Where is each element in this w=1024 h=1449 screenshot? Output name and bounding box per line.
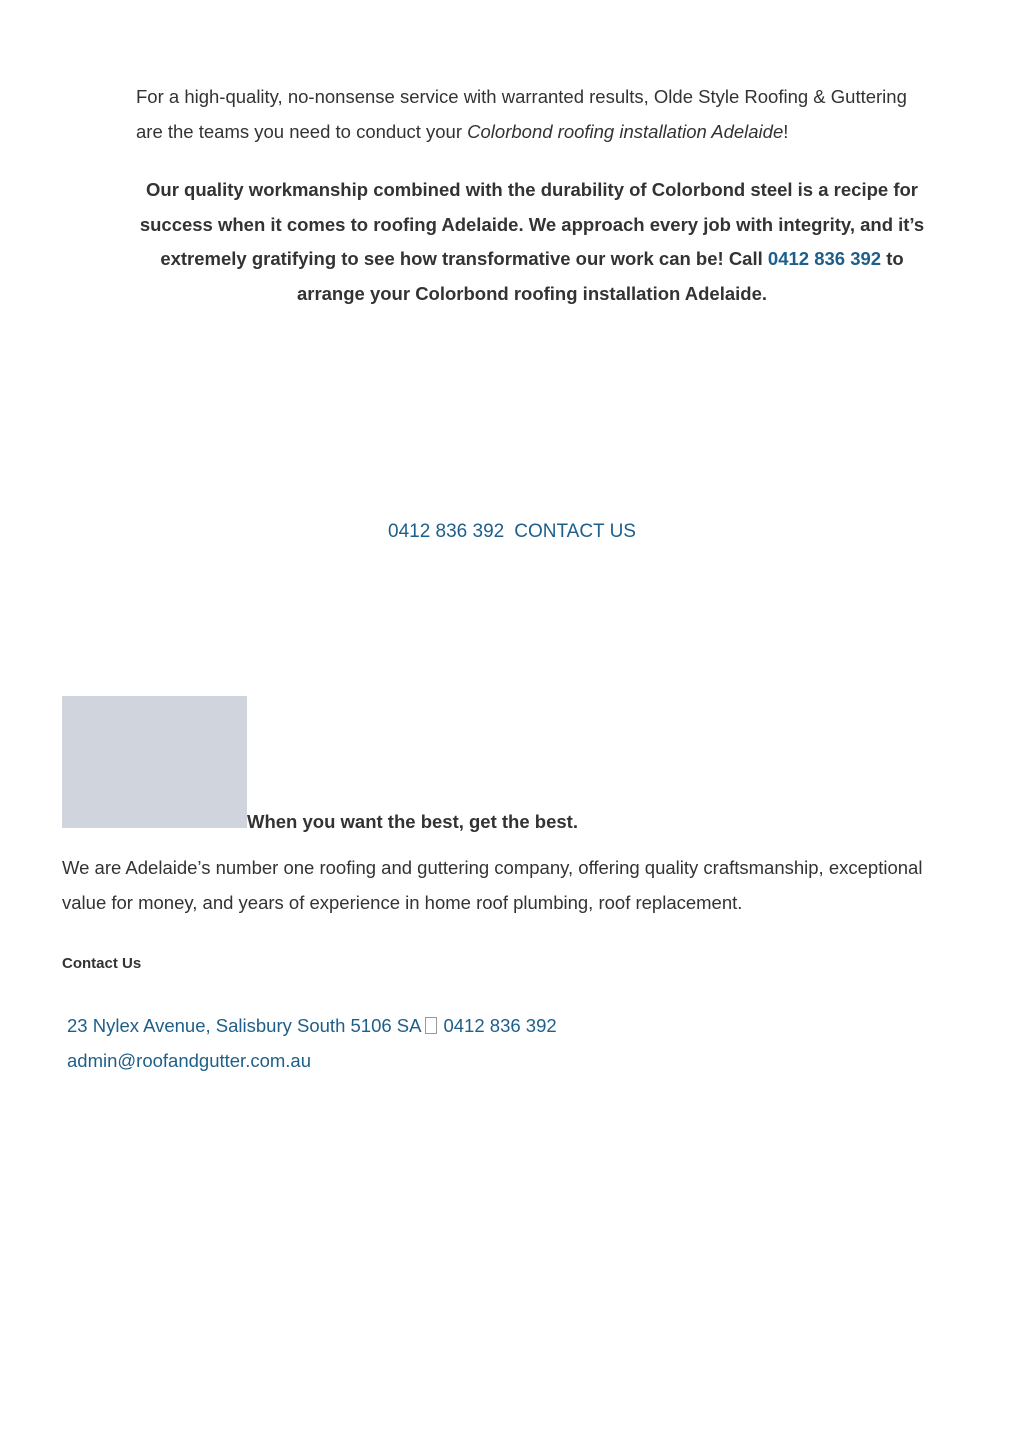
workmanship-paragraph	[136, 173, 928, 311]
intro-emphasis: Colorbond roofing installation Adelaide	[467, 120, 784, 142]
contact-phone-link[interactable]: 0412 836 392	[443, 1015, 557, 1036]
cta-phone-link[interactable]: 0412 836 392	[388, 521, 505, 542]
intro-text-end: !	[783, 120, 789, 142]
intro-paragraph	[136, 80, 926, 149]
contact-email-line	[67, 1046, 311, 1076]
about-paragraph: We are Adelaide’s number one roofing and guttering company, offering quality craftsmanship, exceptional value for money, and years of experience in home roof plumbing, roof replacement.	[62, 857, 923, 913]
call-phone-link[interactable]: 0412 836 392	[767, 248, 882, 269]
address-link[interactable]: 23 Nylex Avenue, Salisbury South 5106 SA	[67, 1015, 422, 1036]
contact-address-line	[67, 1011, 557, 1041]
email-link[interactable]: admin@roofandgutter.com.au	[67, 1050, 312, 1071]
tagline: When you want the best, get the best.	[247, 811, 578, 832]
workmanship-text-end: to arrange your Colorbond roofing installation Adelaide.	[296, 248, 904, 304]
cta-row	[0, 517, 1024, 547]
contact-heading: Contact Us	[62, 955, 142, 972]
intro-text: For a high-quality, no-nonsense service with warranted results, Olde Style Roofing & Guttering are the teams you need to conduct your	[136, 86, 907, 142]
logo-image-placeholder	[62, 696, 247, 828]
phone-icon	[425, 1017, 437, 1034]
contact-us-link[interactable]: CONTACT US	[514, 521, 636, 542]
workmanship-text: Our quality workmanship combined with the durability of Colorbond steel is a recipe for success when it comes to roofing Adelaide. We approach every job with integrity, and it’s extremely gratifying to see how transformative our work can be! Call	[139, 179, 925, 269]
